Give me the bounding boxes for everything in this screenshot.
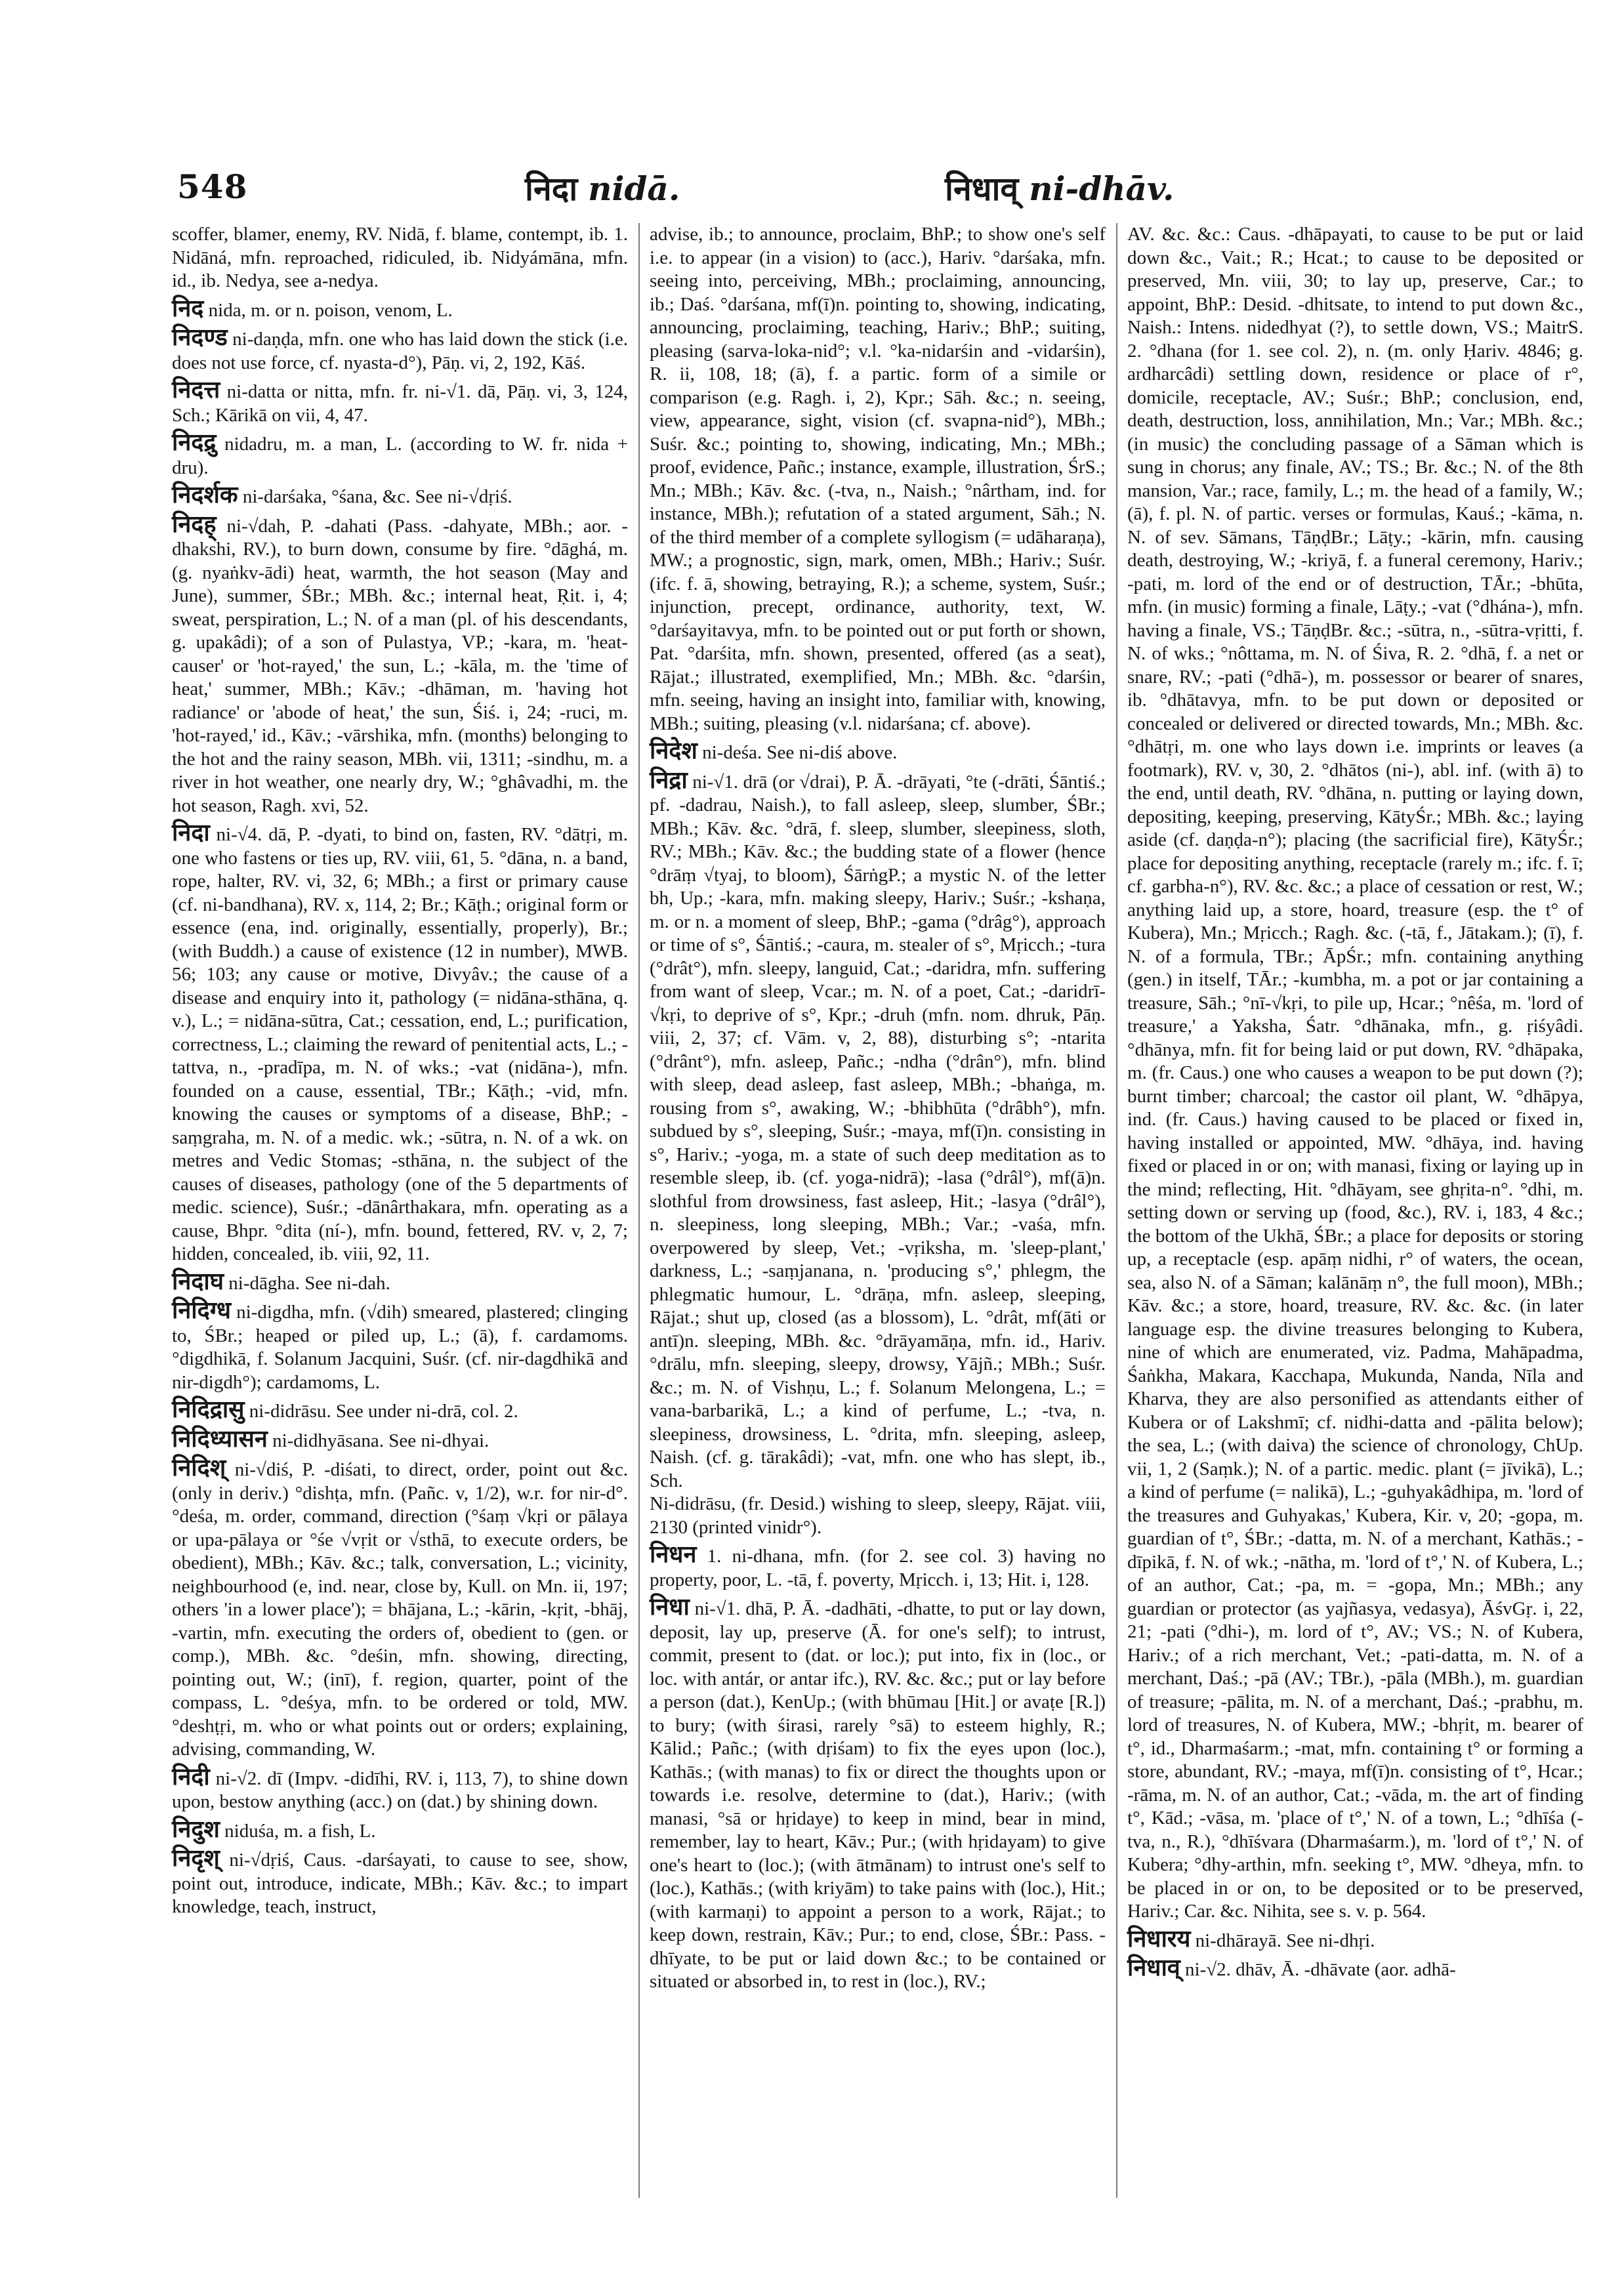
entry-headword: निदी	[172, 1763, 210, 1790]
entry-text: Ni-didrāsu, (fr. Desid.) wishing to sleep, sleepy, Rājat. viii, 2130 (printed vinidr°).	[650, 1493, 1106, 1538]
dictionary-entry	[172, 297, 628, 323]
entry-text: ni-darśaka, °śana, &c. See ni-√dṛiś.	[242, 486, 512, 507]
dictionary-entry	[1127, 223, 1583, 1924]
entry-headword: निदेश	[650, 737, 697, 764]
entry-text: ni-didhyāsana. See ni-dhyai.	[272, 1430, 489, 1451]
dictionary-entry	[172, 1425, 628, 1453]
dictionary-entry	[650, 1596, 1106, 1994]
entry-headword: निधा	[650, 1594, 690, 1620]
entry-text: ni-√dah, P. -dahati (Pass. -dahyate, MBh.; aor. -dhakshi, RV.), to burn down, consume by fire. °dāghá, m. (g. nyaṅkv-ādi) heat, warmth, the hot season (May and June), summer, ŚBr.; MBh. &c.; internal heat, Ṛit. i, 4; sweat, perspiration, L.; N. of a man (pl. of his descendants, g. upakâdi); of a son of Pulastya, VP.; -kara, m. 'heat-causer' or 'hot-rayed,' the sun, L.; -kāla, m. the 'time of heat,' summer, MBh.; Kāv.; -dhāman, m. 'having hot radiance' or 'abode of heat,' the sun, Śiś. i, 24; -ruci, m. 'hot-rayed,' id., Kāv.; -vārshika, mfn. (months) belonging to the hot and the rainy season, MBh. vii, 1311; -sindhu, m. a river in hot weather, one nearly dry, W.; °ghâvadhi, m. the hot season, Ragh. xvi, 52.	[172, 515, 629, 816]
entry-headword: निदिश्	[172, 1455, 226, 1481]
column-1	[172, 223, 628, 1919]
dictionary-entry	[650, 739, 1106, 765]
entry-text: AV. &c. &c.: Caus. -dhāpayati, to cause to be put or laid down &c., Vait.; R.; Hcat.; to cause to be deposited or preserved, Mn. viii, 30; to lay up, preserve, Car.; to appoint, BhP.: Desid. -dhitsate, to intend to put down &c., Naish.: Intens. nidedhyat (?), to settle down, VS.; MaitrS. 2. °dhana (for 1. see col. 2), n. (m. only Ḥariv. 4846; g. ardharcâdi) settling down, residence or place of r°, domicile, receptacle, AV.; Suśr.; BhP.; conclusion, end, death, destruction, loss, annihilation, Mn.; Var.; MBh. &c.; (in music) the concluding passage of a Sāman which is sung in chorus; any finale, AV.; TS.; Br. &c.; N. of the 8th mansion, Var.; race, family, L.; m. the head of a family, W.; (ā), f. pl. N. of partic. verses or formulas, Kauś.; -kāma, n. N. of sev. Sāmans, TāṇḍBr.; Lāṭy.; -kārin, mfn. causing death, destroying, W.; -kriyā, f. a funeral ceremony, Hariv.; -pati, m. lord of the end or of destruction, TĀr.; -bhūta, mfn. (in music) forming a finale, Lāṭy.; -vat (°dhána-), mfn. having a finale, VS.; TāṇḍBr. &c.; -sūtra, n., -sūtra-vṛitti, f. N. of wks.; °nôttama, m. N. of Śiva, R. 2. °dhā, f. a net or snare, RV.; -pati (°dhā-), m. possessor or bearer of snares, ib. °dhātavya, mfn. to be put down or deposited or concealed or delivered or directed towards, Mn.; MBh. &c. °dhātṛi, m. one who lays down i.e. imprints or leaves (a footmark), RV. v, 30, 2. °dhātos (ni-), abl. inf. (with ā) to the end, until death, RV. °dhāna, n. putting or laying down, depositing, keeping, preserving, KātyŚr.; MBh. &c.; laying aside (cf. daṇḍa-n°); placing (the sacrificial fire), KātyŚr.; place for depositing anything, receptacle (rarely m.; ifc. f. ī; cf. garbha-n°), RV. &c. &c.; a place of cessation or rest, W.; anything laid up, a store, hoard, treasure (esp. the t° of Kubera), Mn.; Mṛicch.; Ragh. &c. (-tā, f., Jātakam.); (ī), f. N. of a formula, TBr.; ĀpŚr.; mfn. containing anything (gen.) in itself, TĀr.; -kumbha, m. a pot or jar containing a treasure, Sāh.; °nī-√kṛi, to pile up, Hcar.; °nêśa, m. 'lord of treasure,' a Yaksha, Śatr. °dhānaka, mfn., g. ṛiśyâdi. °dhānya, mfn. fit for being laid or put down, RV. °dhāpaka, m. (fr. Caus.) one who causes a weapon to be put down (?); burnt timber; charcoal; the castor oil plant, W. °dhāpya, ind. (fr. Caus.) having caused to be placed or fixed in, having installed or appointed, MW. °dhāya, ind. having fixed or placed in or on; with manasi, fixing or laying up in the mind; reflecting, Hit. °dhāyam, see ghṛita-n°. °dhi, m. setting down or serving up (food, &c.), RV. i, 183, 4 &c.; the bottom of the Ukhā, ŚBr.; a place for deposits or storing up, a receptacle (esp. apāṃ nidhi, r° of waters, the ocean, sea, also N. of a Sāman; kalānāṃ n°, the full moon), MBh.; Kāv. &c.; a store, hoard, treasure, RV. &c. &c. (in later language esp. the divine treasures belonging to Kubera, nine of which are enumerated, viz. Padma, Mahāpadma, Śaṅkha, Makara, Kacchapa, Mukunda, Nanda, Nīla and Kharva, they are also personified as attendants either of Kubera or of Lakshmī; cf. nidhi-datta and -pālita below); the sea, L.; (with daiva) the science of chronology, ChUp. vii, 1, 2 (Saṃk.); N. of a partic. medic. plant (= jīvikā), L.; a kind of perfume (= nalikā), L.; -guhyakâdhipa, m. 'lord of the treasures and Guhyakas,' Kubera, Kir. v, 20; -gopa, m. guardian of t°, ŚBr.; -datta, m. N. of a merchant, Kathās.; -dīpikā, f. N. of wk.; -nātha, m. 'lord of t°,' N. of Kubera, L.; of an author, Cat.; -pa, m. = -gopa, Mn.; MBh.; any guardian or protector (as yajñasya, vedasya), ĀśvGṛ. i, 22, 21; -pati (°dhi-), m. lord of t°, AV.; VS.; N. of Kubera, Hariv.; of a rich merchant, Vet.; -pati-datta, m. N. of a merchant, Daś.; -pā (AV.; TBr.), -pāla (MBh.), m. guardian of treasure; -pālita, m. N. of a merchant, Daś.; -prabhu, m. lord of treasures, N. of Kubera, MW.; -bhṛit, m. bearer of t°, id., Dharmaśarm.; -mat, mfn. containing t° or forming a store, abundant, RV.; -maya, mf(ī)n. consisting of t°, Hcar.; -rāma, m. N. of an author, Cat.; -vāda, m. the art of finding t°, Kād.; -vāsa, m. 'place of t°,' N. of a town, L.; °dhīśa (-tva, n., R.), °dhīśvara (Dharmaśarm.), m. 'lord of t°,' N. of Kubera; °dhy-arthin, mfn. seeking t°, MW. °dheya, mfn. to be placed in or on, to be deposited or to be preserved, Hariv.; Car. &c. Nihita, see s. v. p. 564.	[1127, 224, 1583, 1922]
entry-text: ni-√1. dhā, P. Ā. -dadhāti, -dhatte, to put or lay down, deposit, lay up, preserve (Ā. for one's self); to intrust, commit, present to (dat. or loc.); put into, fix in (loc., or loc. with antár, or antar ifc.), RV. &c. &c.; put or lay before a person (dat.), KenUp.; (with bhūmau [Hit.] or avaṭe [R.]) to bury; (with śirasi, rarely °sā) to esteem highly, R.; Kālid.; Pañc.; (with dṛiśam) to fix the eyes upon (loc.), Kathās.; (with manas) to fix or direct the thoughts upon or towards i.e. resolve, determine to (dat.), Hariv.; (with manasi, °sā or hṛidaye) to keep in mind, bear in mind, remember, lay to heart, Kāv.; Pur.; (with hṛidayam) to give one's heart to (loc.); (with ātmānam) to intrust one's self to (loc.), Kathās.; (with kriyām) to take pains with (loc.), Hit.; (with karmaṇi) to appoint a person to a work, Rājat.; to keep down, restrain, Kāv.; Pur.; to end, close, ŚBr.: Pass. -dhīyate, to be put or laid down &c.; to be contained or situated or absorbed in, to rest in (loc.), RV.;	[650, 1598, 1106, 1992]
column-3	[1127, 223, 1583, 1982]
entry-text: ni-√2. dhāv, Ā. -dhāvate (aor. adhā-	[1185, 1959, 1456, 1980]
entry-text: ni-digdha, mfn. (√dih) smeared, plastered; clinging to, ŚBr.; heaped or piled up, L.; (ā), f. cardamoms. °digdhikā, f. Solanum Jacquini, Suśr. (cf. nir-dagdhikā and nir-digdh°); cardamoms, L.	[172, 1302, 628, 1393]
entry-text: ni-√4. dā, P. -dyati, to bind on, fasten, RV. °dātṛi, m. one who fastens or ties up, RV. viii, 61, 5. °dāna, n. a band, rope, halter, RV. vi, 32, 6; MBh.; a first or primary cause (cf. ni-bandhana), RV. x, 114, 2; Br.; Kāṭh.; original form or essence (ena, ind. originally, essentially, properly), Br.; (with Buddh.) a cause of existence (12 in number), MWB. 56; 103; any cause or motive, Divyâv.; the cause of a disease and enquiry into it, pathology (= nidāna-sthāna, q. v.), L.; = nidāna-sūtra, Cat.; cessation, end, L.; purification, correctness, L.; claiming the reward of penitential acts, L.; -tattva, n., -pradīpa, m. N. of wks.; -vat (nidāna-), mfn. founded on a cause, essential, TBr.; Kāṭh.; -vid, mfn. knowing the causes or symptoms of a disease, BhP.; -saṃgraha, m. N. of a medic. wk.; -sūtra, n. N. of a wk. on metres and Vedic Stomas; -sthāna, n. the subject of the causes of diseases, pathology (one of the 5 departments of medic. science), Suśr.; -dānârthakara, mfn. operating as a cause, Bhpr. °dita (ní-), mfn. bound, fettered, RV. v, 2, 7; hidden, concealed, ib. viii, 92, 11.	[172, 824, 628, 1264]
entry-headword: निधारय	[1127, 1925, 1191, 1952]
entry-headword: निदा	[172, 819, 210, 846]
column-divider	[638, 223, 640, 2198]
running-head-left-translit: nidā.	[588, 169, 680, 208]
dictionary-entry	[172, 223, 628, 293]
dictionary-entry	[650, 1493, 1106, 1539]
entry-text: nida, m. or n. poison, venom, L.	[208, 299, 453, 321]
running-head-left	[525, 165, 680, 210]
entry-headword: निदह्	[172, 510, 217, 537]
entry-headword: निदिग्ध	[172, 1297, 232, 1323]
entry-headword: निद	[172, 295, 204, 321]
dictionary-entry	[172, 1457, 628, 1762]
running-head-right-devanagari: निधाव्	[945, 169, 1019, 208]
dictionary-entry	[650, 1543, 1106, 1592]
entry-text: ni-dhārayā. See ni-dhṛi.	[1195, 1930, 1375, 1951]
entry-text: 1. ni-dhana, mfn. (for 2. see col. 3) having no property, poor, L. -tā, f. poverty, Mṛicch. i, 13; Hit. i, 128.	[650, 1546, 1106, 1590]
entry-headword: निदण्ड	[172, 324, 228, 350]
entry-text: ni-datta or nitta, mfn. fr. ni-√1. dā, Pāṇ. vi, 3, 124, Sch.; Kārikā on vii, 4, 47.	[172, 381, 629, 426]
dictionary-entry	[172, 326, 628, 375]
entry-text: ni-√1. drā (or √drai), P. Ā. -drāyati, °te (-drāti, Śāntiś.; pf. -dadrau, Naish.), to fall asleep, sleep, slumber, ŚBr.; MBh.; Kāv. &c. °drā, f. sleep, slumber, sleepiness, sloth, RV.; MBh.; Kāv. &c.; the budding state of a flower (hence °drāṃ √tyaj, to bloom), ŚārṅgP.; a mystic N. of the letter bh, Up.; -kara, mfn. making sleepy, Hariv.; Suśr.; -kshaṇa, m. or n. a moment of sleep, BhP.; -gama (°drâg°), approach or time of s°, Śāntiś.; -caura, m. stealer of s°, Mṛicch.; -tura (°drât°), mfn. sleepy, languid, Cat.; -daridra, mfn. suffering from want of sleep, Vcar.; m. N. of a poet, Cat.; -daridrī-√kṛi, to deprive of s°, Kpr.; -druh (mfn. nom. dhruk, Pāṇ. viii, 2, 37; cf. Vām. v, 2, 88), disturbing s°; -ntarita (°drânt°), mfn. asleep, Pañc.; -ndha (°drân°), mfn. blind with sleep, dead asleep, fast asleep, MBh.; -bhaṅga, m. rousing from s°, awaking, W.; -bhibhūta (°drâbh°), mfn. subdued by s°, sleeping, Suśr.; -maya, mf(ī)n. consisting in s°, Hariv.; -yoga, m. a state of such deep meditation as to resemble sleep, ib. (cf. yoga-nidrā); -lasa (°drâl°), mf(ā)n. slothful from drowsiness, fast asleep, Hit.; -lasya (°drâl°), n. sleepiness, long sleeping, MBh.; Var.; -vaśa, mfn. overpowered by sleep, Vet.; -vṛiksha, m. 'sleep-plant,' darkness, L.; -saṃjanana, n. 'producing s°,' phlegm, the phlegmatic humour, L. °drāṇa, mfn. asleep, sleeping, Rājat.; shut up, closed (as a blossom), L. °drât, mf(āti or antī)n. sleeping, MBh. &c. °drāyamāṇa, mfn. id., Hariv. °drālu, mfn. sleeping, sleepy, drowsy, Yājñ.; MBh.; Suśr. &c.; m. N. of Vishṇu, L.; f. Solanum Melongena, L.; = vana-barbarikā, L.; a kind of perfume, L.; -tva, n. sleepiness, drowsiness, L. °drita, mfn. sleeping, asleep, Naish. (cf. g. tārakâdi); -vat, mfn. one who has slept, ib., Sch.	[650, 771, 1106, 1491]
dictionary-entry	[172, 484, 628, 509]
entry-headword: निदृश्	[172, 1845, 220, 1871]
entry-text: ni-√diś, P. -diśati, to direct, order, point out &c. (only in deriv.) °dishṭa, mfn. (Pañc. v, 1/2), w.r. for nir-d°. °deśa, m. order, command, direction (°śaṃ √kṛi or pālaya or upa-pālaya or °śe √vṛit or √sthā, to execute orders, be obedient), MBh.; Kāv. &c.; talk, conversation, L.; vicinity, neighbourhood (e, ind. near, close by, Kull. on Mn. ii, 197; others 'in a lower place'); = bhājana, L.; -kārin, -kṛit, -bhāj, -vartin, mfn. executing the orders of, obedient to (gen. or comp.), MBh. &c. °deśin, mfn. showing, directing, pointing out, W.; (inī), f. region, quarter, point of the compass, L. °deśya, mfn. to be ordered or told, MW. °deshṭṛi, m. who or what points out or orders; explaining, advising, commanding, W.	[172, 1459, 628, 1760]
entry-text: ni-√2. dī (Impv. -didīhi, RV. i, 113, 7), to shine down upon, bestow anything (acc.) on (dat.) by shining down.	[172, 1768, 628, 1812]
running-head-right	[945, 165, 1174, 210]
dictionary-entry	[172, 1847, 628, 1919]
entry-text: ni-dāgha. See ni-dah.	[228, 1272, 390, 1294]
page-number: 548	[177, 167, 248, 206]
dictionary-entry	[172, 821, 628, 1266]
dictionary-entry	[172, 431, 628, 480]
entry-headword: निद्रा	[650, 766, 688, 793]
dictionary-entry	[172, 1763, 628, 1814]
dictionary-entry	[1127, 1925, 1583, 1953]
entry-headword: निदत्त	[172, 377, 220, 403]
running-head-left-devanagari: निदा	[525, 169, 578, 208]
entry-text: niduśa, m. a fish, L.	[224, 1820, 376, 1842]
dictionary-entry	[650, 223, 1106, 735]
dictionary-entry	[1127, 1956, 1583, 1982]
running-head-right-translit: ni-dhāv.	[1029, 169, 1175, 208]
entry-text: nidadru, m. a man, L. (according to W. fr. nida + dru).	[172, 434, 629, 478]
entry-headword: निधन	[650, 1541, 697, 1567]
entry-headword: निदुश	[172, 1815, 220, 1842]
dictionary-entry	[172, 1270, 628, 1296]
dictionary-entry	[172, 379, 628, 427]
entry-text: ni-didrāsu. See under ni-drā, col. 2.	[249, 1401, 518, 1422]
entry-headword: निधाव्	[1127, 1954, 1180, 1981]
dictionary-entry	[650, 766, 1106, 1493]
column-divider	[1116, 223, 1117, 2198]
dictionary-entry	[172, 1299, 628, 1394]
entry-text: ni-deśa. See ni-diś above.	[702, 742, 898, 763]
entry-headword: निदिद्रासु	[172, 1396, 245, 1422]
entry-text: advise, ib.; to announce, proclaim, BhP.; to show one's self i.e. to appear (in a vision) to (acc.), Hariv. °darśaka, mfn. seeing into, perceiving, MBh.; proclaiming, announcing, ib.; Daś. °darśana, mf(ī)n. pointing to, showing, indicating, announcing, proclaiming, teaching, Hariv.; BhP.; suiting, pleasing (sarva-loka-nid°; v.l. °ka-nidarśin and -vidarśin), R. ii, 108, 18; (ā), f. a partic. form of a simile or comparison (e.g. Ragh. i, 2), Kpr.; Sāh. &c.; n. seeing, view, appearance, sight, vision (cf. svapna-nid°), MBh.; Suśr. &c.; pointing to, showing, indicating, Mn.; MBh.; proof, evidence, Pañc.; instance, example, illustration, ŚrS.; Mn.; MBh.; Kāv. &c. (-tva, n., Naish.; °nârtham, ind. for instance, MBh.); refutation of a stated argument, Sāh.; N. of the third member of a complete syllogism (= udāharaṇa), MW.; a prognostic, sign, mark, omen, MBh.; Hariv.; Suśr. (ifc. f. ā, showing, betraying, R.); a scheme, system, Suśr.; injunction, precept, ordinance, authority, text, W. °darśayitavya, mfn. to be pointed out or put forth or shown, Pat. °darśita, mfn. shown, presented, offered (as a seat), Rājat.; illustrated, exemplified, Mn.; MBh. &c. °darśin, mfn. seeing, having an insight into, familiar with, knowing, MBh.; suiting, pleasing (v.l. nidarśana; cf. above).	[650, 224, 1106, 734]
entry-headword: निदिध्यासन	[172, 1425, 268, 1452]
dictionary-entry	[172, 1398, 628, 1424]
column-2	[650, 223, 1106, 1994]
entry-text: scoffer, blamer, enemy, RV. Nidā, f. blame, contempt, ib. 1. Nidāná, mfn. reproached, ridiculed, ib. Nidyámāna, mfn. id., ib. Nedya, see a-nedya.	[172, 224, 628, 291]
entry-headword: निदर्शक	[172, 482, 238, 508]
dictionary-entry	[172, 1815, 628, 1844]
entry-headword: निदाघ	[172, 1268, 224, 1294]
entry-text: ni-√dṛiś, Caus. -darśayati, to cause to see, show, point out, introduce, indicate, MBh.; Kāv. &c.; to impart knowledge, teach, instruct,	[172, 1850, 628, 1917]
entry-headword: निदद्रु	[172, 429, 217, 455]
dictionary-entry	[172, 510, 629, 818]
entry-text: ni-daṇḍa, mfn. one who has laid down the stick (i.e. does not use force, cf. nyasta-d°), Pāṇ. vi, 2, 192, Kāś.	[172, 329, 629, 373]
